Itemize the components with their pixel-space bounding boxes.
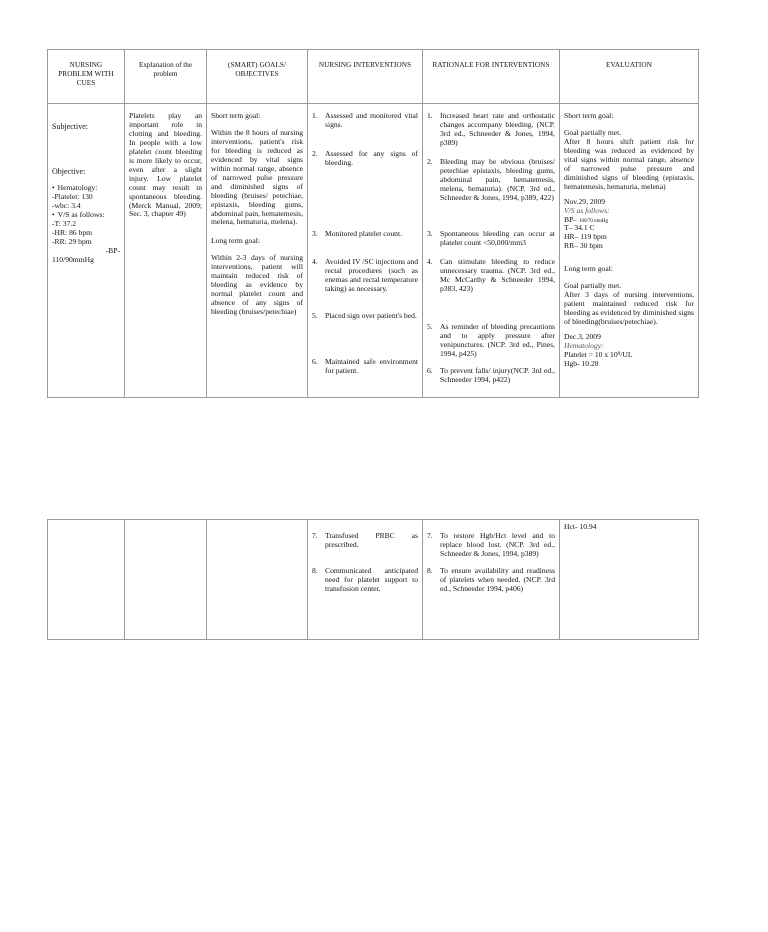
eval-hematology-label: Hematology: xyxy=(564,341,604,351)
goals-cell-continued xyxy=(207,520,308,640)
objective-label: Objective: xyxy=(52,167,86,177)
interventions-cell xyxy=(308,104,423,398)
rationale-cell xyxy=(423,104,560,398)
intervention-item: 3. Monitored platelet count. xyxy=(312,229,402,238)
eval-long-status: Goal partially met. xyxy=(564,281,622,291)
cues-cell-continued xyxy=(48,520,125,640)
rationale-item: 4. Can stimulate bleeding to reduce unnecessary trauma. (NCP. 3rd ed., Mc McCarthy & Schneeder 1994, p383, 423) xyxy=(427,257,555,293)
cue-wbc: -wbc: 3.4 xyxy=(52,200,81,210)
rationale-item: 8. To ensure availability and readiness of platelets when needed. (NCP. 3rd ed., Schneeder 1994, p406) xyxy=(427,566,555,593)
vs-label: • V/S as follows: xyxy=(52,211,120,220)
hematology-label: • Hematology: xyxy=(52,184,120,193)
intervention-item: 1. Assessed and monitored vital signs. xyxy=(312,111,418,129)
intervention-item: 6. Maintained safe environment for patient. xyxy=(312,357,418,375)
eval-platelet: Platelet = 10 x 10⁹/UL xyxy=(564,349,633,359)
cue-bp-value: 110/90mmHg xyxy=(52,254,94,264)
eval-short-label: Short term goal: xyxy=(564,111,614,120)
interventions-list xyxy=(312,112,418,376)
rationale-item: 6. To prevent falls/ injury(NCP. 3rd ed., Schneeder 1994, p422) xyxy=(427,366,555,384)
short-goal-text: Within the 8 hours of nursing interventions, patient's risk for bleeding is reduced as evidenced by vital signs within normal range, absence of narrowed pulse pressure and diminished signs of bleeding (bruises/ petechiae, epistaxis, bleeding gums, abdominal pain, hematemesis, melena, hematuria, melena). xyxy=(211,127,303,227)
care-plan-table-continued xyxy=(47,519,699,640)
long-goal-label: Long term goal: xyxy=(211,236,260,246)
eval-date-1: Nov.29, 2009 xyxy=(564,196,606,206)
cue-rr: -RR: 29 bpm xyxy=(52,236,92,246)
intervention-item: 5. Placed sign over patient's bed. xyxy=(312,311,417,320)
care-plan-table xyxy=(47,49,699,398)
eval-hct: Hct- 10.94 xyxy=(564,522,597,531)
continued-row xyxy=(48,520,699,640)
evaluation-cell-continued xyxy=(560,520,699,640)
cue-platelet: -Platelet: 130 xyxy=(52,191,93,201)
rationale-item: 2. Bleeding may be obvious (bruises/ petechiae epistaxis, bleeding gums, abdominal pain, hematemesis, melena, hematuria). (NCP. 3rd ed., Schneeder & Jones, 1994, p389, 422) xyxy=(427,157,555,202)
explanation-cell xyxy=(125,104,207,398)
cue-bp: -BP- xyxy=(105,245,120,255)
eval-short-status: Goal partially met. xyxy=(564,127,622,137)
rationale-item: 7. To restore Hgb/Hct level and to replace blood lost. (NCP. 3rd ed., Schneeder & Jones, 1994, p389) xyxy=(427,531,555,558)
header-problem: NURSING PROBLEM WITH CUES xyxy=(48,50,125,104)
rationale-list-continued xyxy=(427,532,555,594)
cue-hr: -HR: 86 bpm xyxy=(52,227,93,237)
intervention-item: 2. Assessed for any signs of bleeding. xyxy=(312,149,418,167)
rationale-item: 3. Spontaneous bleeding can occur at platelet count <50,000/mm3 xyxy=(427,229,555,247)
header-goals: (SMART) GOALS/ OBJECTIVES xyxy=(207,50,308,104)
intervention-item: 8. Communicated anticipated need for platelet support to transfusion center. xyxy=(312,566,418,593)
rationale-cell-continued xyxy=(423,520,560,640)
eval-long-text: After 3 days of nursing interventions, patient maintained reduced risk for bleeding as evidenced by diminished signs of bleeding(bruises/petechiae). xyxy=(564,290,694,327)
header-evaluation: EVALUATION xyxy=(560,50,699,104)
explanation-text: Platelets play an important role in clotting and bleeding. In people with a low platelet count bleeding is more likely to occur, even after a slight injury. Low platelet count may result in spontaneous bleeding. (Merck Manual, 2009; Sec. 3, chapter 49) xyxy=(129,111,202,219)
short-goal-label: Short term goal: xyxy=(211,111,261,120)
eval-long-label: Long term goal: xyxy=(564,264,613,274)
evaluation-cell xyxy=(560,104,699,398)
intervention-item: 4. Avoided IV /SC injections and rectal procedures (such as enemas and rectal temperature taking) as necessary. xyxy=(312,257,418,293)
goals-cell xyxy=(207,104,308,398)
header-rationale: RATIONALE FOR INTERVENTIONS xyxy=(423,50,560,104)
header-interventions: NURSING INTERVENTIONS xyxy=(308,50,423,104)
eval-hr: HR– 119 bpm xyxy=(564,232,607,242)
explanation-cell-continued xyxy=(125,520,207,640)
rationale-list xyxy=(427,112,555,385)
eval-hgb: Hgb- 10.28 xyxy=(564,358,599,368)
rationale-item: 5. As reminder of bleeding precautions and to apply pressure after venipunctures. (NCP. 3rd ed., Pines, 1994, p425) xyxy=(427,322,555,358)
eval-vs-label: V/S as follows: xyxy=(564,205,610,215)
cue-temp: -T: 37.2 xyxy=(52,218,77,228)
long-goal-text: Within 2-3 days of nursing interventions, patient will maintain reduced risk of bleeding as evidence by normal platelet count and absence of any signs of bleeding (bruises/petechiae) xyxy=(211,253,303,317)
eval-rr: RR– 30 bpm xyxy=(564,241,603,251)
intervention-item: 7. Transfused PRBC as prescribed. xyxy=(312,531,418,549)
interventions-list-continued xyxy=(312,532,418,594)
body-row xyxy=(48,104,699,398)
rationale-item: 1. Increased heart rate and orthostatic changes accompany bleeding. (NCP. 3rd ed., Schneeder & Jones, 1994, p389) xyxy=(427,111,555,147)
eval-short-text: After 8 hours shift patient risk for bleeding was reduced as evidenced by vital signs within normal range, absence of narrowed pulse pressure and diminished signs of bleeding (epistaxis, hematemesis, hematuria, melena) xyxy=(564,136,694,191)
header-explanation: Explanation of the problem xyxy=(125,50,207,104)
interventions-cell-continued xyxy=(308,520,423,640)
eval-date-2: Dec.3, 2009 xyxy=(564,332,601,342)
subjective-label: Subjective: xyxy=(52,122,88,131)
eval-bp: BP– 100/70 mmHg xyxy=(564,214,609,224)
header-row xyxy=(48,50,699,104)
eval-temp: T– 34.1 C xyxy=(564,223,595,233)
cues-cell xyxy=(48,104,125,398)
